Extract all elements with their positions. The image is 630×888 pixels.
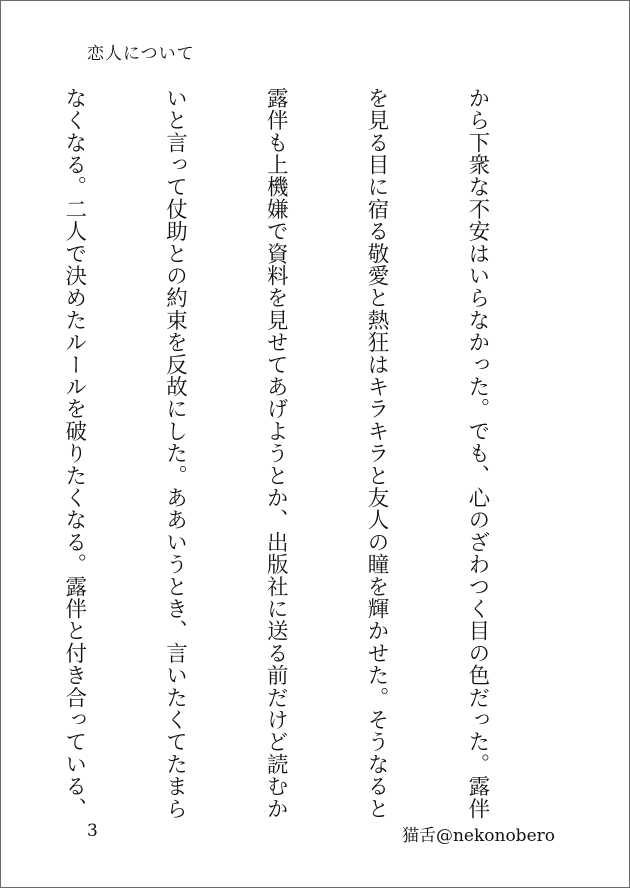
text-line: から下衆な不安はいらなかった。でも、心のざわつく目の色だった。露伴 — [464, 87, 490, 820]
body-text — [0, 87, 561, 820]
text-line: いと言って仗助との約束を反故にした。ああいうとき、言いたくてたまら — [162, 87, 188, 820]
chapter-title: 恋人について — [87, 44, 195, 64]
text-line: なくなる。二人で決めたルールを破りたくなる。露伴と付き合っている、 — [61, 87, 87, 820]
text-line: を見る目に宿る敬愛と熱狂はキラキラと友人の瞳を輝かせた。そうなると — [364, 87, 390, 820]
page-number: 3 — [87, 821, 98, 841]
author-credit: 猫舌@nekonobero — [401, 826, 555, 846]
text-line: 露伴も上機嫌で資料を見せてあげようとか、出版社に送る前だけど読むか — [263, 87, 289, 820]
